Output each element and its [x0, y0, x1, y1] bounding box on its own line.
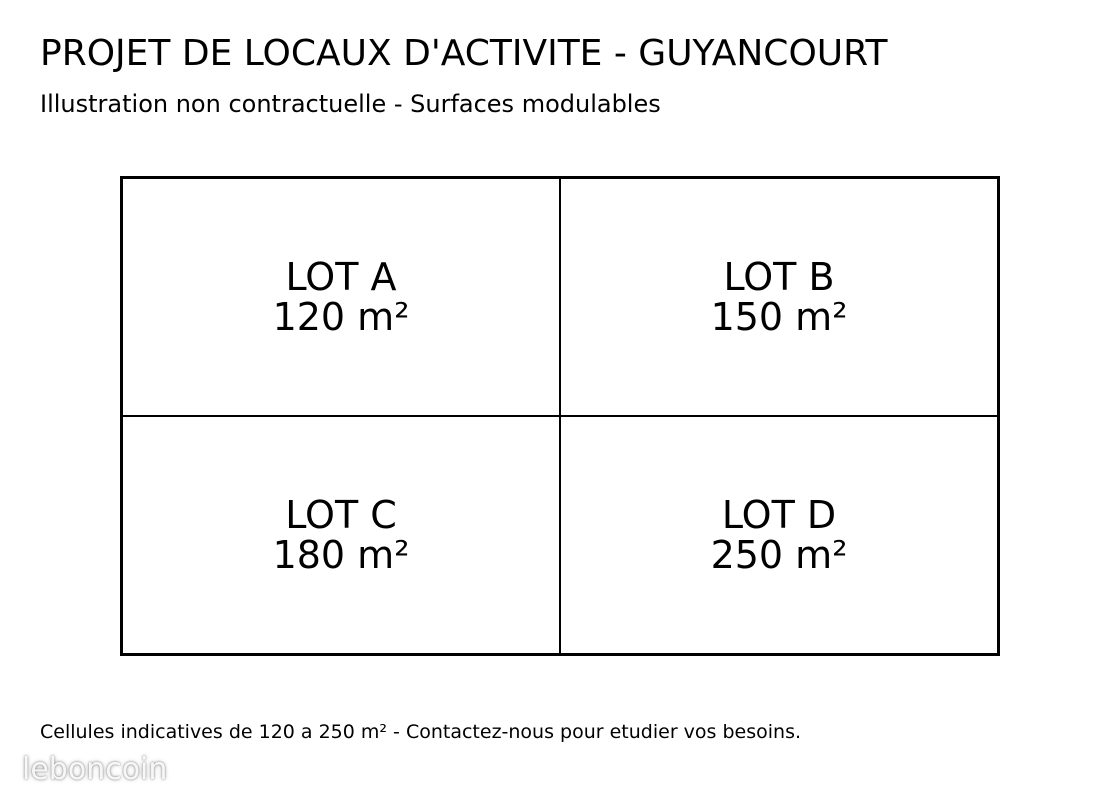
lot-b-cell	[560, 179, 997, 416]
footnote: Cellules indicatives de 120 a 250 m² - Contactez-nous pour etudier vos besoins.	[40, 721, 802, 743]
lot-c-name: LOT C	[285, 493, 397, 537]
lot-a-cell	[123, 179, 560, 416]
lot-b-area: 150 m²	[710, 295, 848, 339]
lot-c-area: 180 m²	[272, 533, 410, 577]
lot-d-area: 250 m²	[710, 533, 848, 577]
lot-c-cell	[123, 416, 560, 653]
lot-a-area: 120 m²	[272, 295, 410, 339]
watermark-logo: leboncoin	[22, 752, 168, 787]
lot-d-cell	[560, 416, 997, 653]
lot-b-name: LOT B	[723, 255, 835, 299]
lot-a-name: LOT A	[285, 255, 397, 299]
page-subtitle: Illustration non contractuelle - Surfaces modulables	[40, 90, 661, 118]
lot-d-name: LOT D	[721, 493, 837, 537]
page-title: PROJET DE LOCAUX D'ACTIVITE - GUYANCOURT	[40, 33, 888, 74]
floor-plan	[120, 176, 1000, 656]
